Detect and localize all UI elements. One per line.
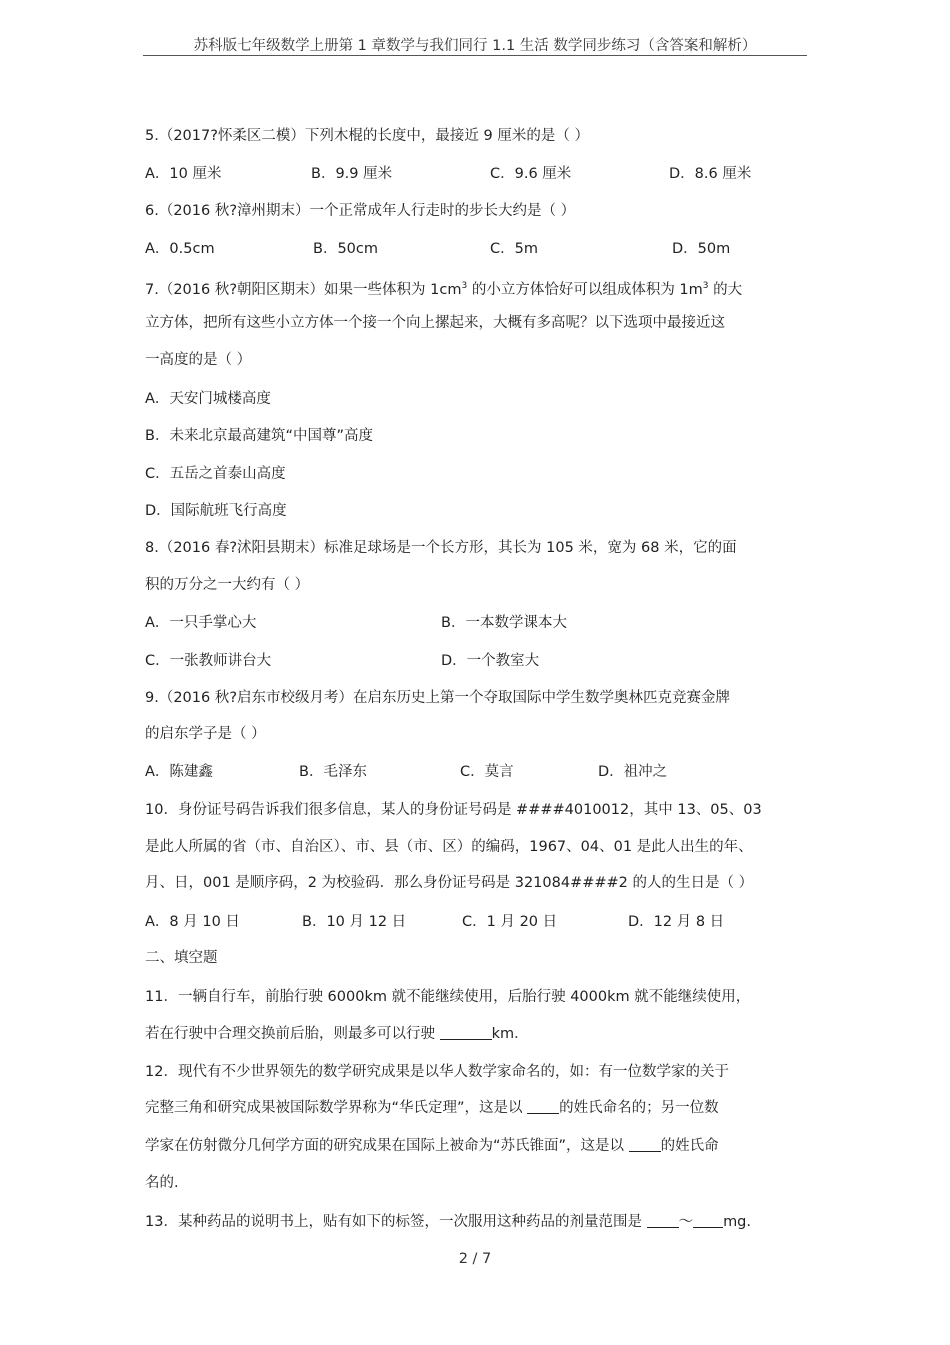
q10-option-c: C．1 月 20 日 <box>462 914 558 930</box>
q7-stem-1a: 7.（2016 秋?朝阳区期末）如果一些体积为 1cm <box>145 281 462 298</box>
q12-stem-3b: 的姓氏命 <box>660 1138 719 1154</box>
q7-stem-line3: 一高度的是（ ） <box>145 352 252 368</box>
q13-answer-blank-2[interactable] <box>693 1213 723 1228</box>
q6-stem: 6.（2016 秋?漳州期末）一个正常成年人行走时的步长大约是（ ） <box>145 203 576 219</box>
q5-option-b: B．9.9 厘米 <box>311 166 393 182</box>
q11-stem-2a: 若在行驶中合理交换前后胎，则最多可以行驶 <box>145 1026 440 1042</box>
q9-option-a: A．陈建鑫 <box>145 764 213 780</box>
q7-stem-1c: 的大 <box>708 281 743 298</box>
page-number: 2 / 7 <box>458 1251 492 1267</box>
q5-stem: 5.（2017?怀柔区二模）下列木棍的长度中，最接近 9 厘米的是（ ） <box>145 128 589 144</box>
q9-stem-line1: 9.（2016 秋?启东市校级月考）在启东历史上第一个夺取国际中学生数学奥林匹克竞赛金牌 <box>145 690 731 706</box>
q7-stem-line1 <box>145 276 742 300</box>
q6-option-a: A．0.5cm <box>145 241 215 257</box>
q7-option-a: A．天安门城楼高度 <box>145 391 271 407</box>
q11-stem-2b: km． <box>491 1026 529 1042</box>
q12-answer-blank-1[interactable] <box>527 1099 559 1114</box>
q13-answer-blank-1[interactable] <box>647 1213 679 1228</box>
q8-option-d: D．一个教室大 <box>441 653 540 669</box>
q12-stem-line4: 名的. <box>145 1175 179 1191</box>
q6-option-c: C．5m <box>490 241 538 257</box>
q9-option-b: B．毛泽东 <box>299 764 367 780</box>
q12-stem-2b: 的姓氏命名的；另一位数 <box>559 1100 719 1116</box>
q11-stem-line1: 11．一辆自行车，前胎行驶 6000km 就不能继续使用，后胎行驶 4000km 就不能继续使用， <box>145 989 751 1005</box>
q5-option-a: A．10 厘米 <box>145 166 222 182</box>
q11-stem-line2 <box>145 1024 529 1044</box>
q9-stem-line2: 的启东学子是（ ） <box>145 726 266 742</box>
q13-stem-c: mg. <box>723 1214 752 1230</box>
q10-option-b: B．10 月 12 日 <box>302 914 407 930</box>
q7-option-b: B．未来北京最高建筑“中国尊”高度 <box>145 428 373 444</box>
q7-sup2: 3 <box>702 281 709 291</box>
q12-stem-line1: 12．现代有不少世界领先的数学研究成果是以华人数学家命名的，如：有一位数学家的关于 <box>145 1064 729 1080</box>
q6-option-b: B．50cm <box>313 241 378 257</box>
q7-stem-1b: 的小立方体恰好可以组成体积为 1m <box>467 281 703 298</box>
q7-option-d: D．国际航班飞行高度 <box>145 503 287 519</box>
q12-stem-3a: 学家在仿射微分几何学方面的研究成果在国际上被命为“苏氏锥面”，这是以 <box>145 1138 629 1154</box>
q13-stem-a: 13．某种药品的说明书上，贴有如下的标签，一次服用这种药品的剂量范围是 <box>145 1214 647 1230</box>
section-title-fill-blanks: 二、填空题 <box>145 950 218 966</box>
q13-stem <box>145 1212 751 1232</box>
q10-stem-line3: 月、日，001 是顺序码，2 为校验码．那么身份证号码是 321084####2 的人的生日是（ ） <box>145 875 754 891</box>
q9-option-c: C．莫言 <box>460 764 514 780</box>
q6-option-d: D．50m <box>672 241 731 257</box>
q7-option-c: C．五岳之首泰山高度 <box>145 466 286 482</box>
q8-stem-line1: 8.（2016 春?沭阳县期末）标准足球场是一个长方形，其长为 105 米，宽为 68 米，它的面 <box>145 540 737 556</box>
q12-stem-line2 <box>145 1098 719 1118</box>
header-rule <box>143 55 807 56</box>
q10-stem-line1: 10．身份证号码告诉我们很多信息，某人的身份证号码是 ####4010012，其中 13、05、03 <box>145 802 762 818</box>
q11-answer-blank[interactable] <box>440 1025 492 1040</box>
q9-option-d: D．祖冲之 <box>598 764 668 780</box>
q8-stem-line2: 积的万分之一大约有（ ） <box>145 577 310 593</box>
q10-stem-line2: 是此人所属的省（市、自治区）、市、县（市、区）的编码，1967、04、01 是此人出生的年、 <box>145 839 753 855</box>
q10-option-a: A．8 月 10 日 <box>145 914 240 930</box>
q5-option-d: D．8.6 厘米 <box>669 166 752 182</box>
q7-stem-line2: 立方体，把所有这些小立方体一个接一个向上摞起来，大概有多高呢？以下选项中最接近这 <box>145 315 725 331</box>
q7-sup1: 3 <box>461 281 468 291</box>
q8-option-c: C．一张教师讲台大 <box>145 653 272 669</box>
q8-option-a: A．一只手掌心大 <box>145 615 257 631</box>
q8-option-b: B．一本数学课本大 <box>441 615 567 631</box>
q12-stem-line3 <box>145 1136 719 1156</box>
q12-answer-blank-2[interactable] <box>629 1137 661 1152</box>
q5-option-c: C．9.6 厘米 <box>490 166 572 182</box>
q13-stem-b: ～ <box>678 1214 694 1230</box>
q12-stem-2a: 完整三角和研究成果被国际数学界称为“华氏定理”，这是以 <box>145 1100 528 1116</box>
q10-option-d: D．12 月 8 日 <box>628 914 725 930</box>
page-header: 苏科版七年级数学上册第 1 章数学与我们同行 1.1 生活 数学同步练习（含答案和解析） <box>193 38 757 54</box>
